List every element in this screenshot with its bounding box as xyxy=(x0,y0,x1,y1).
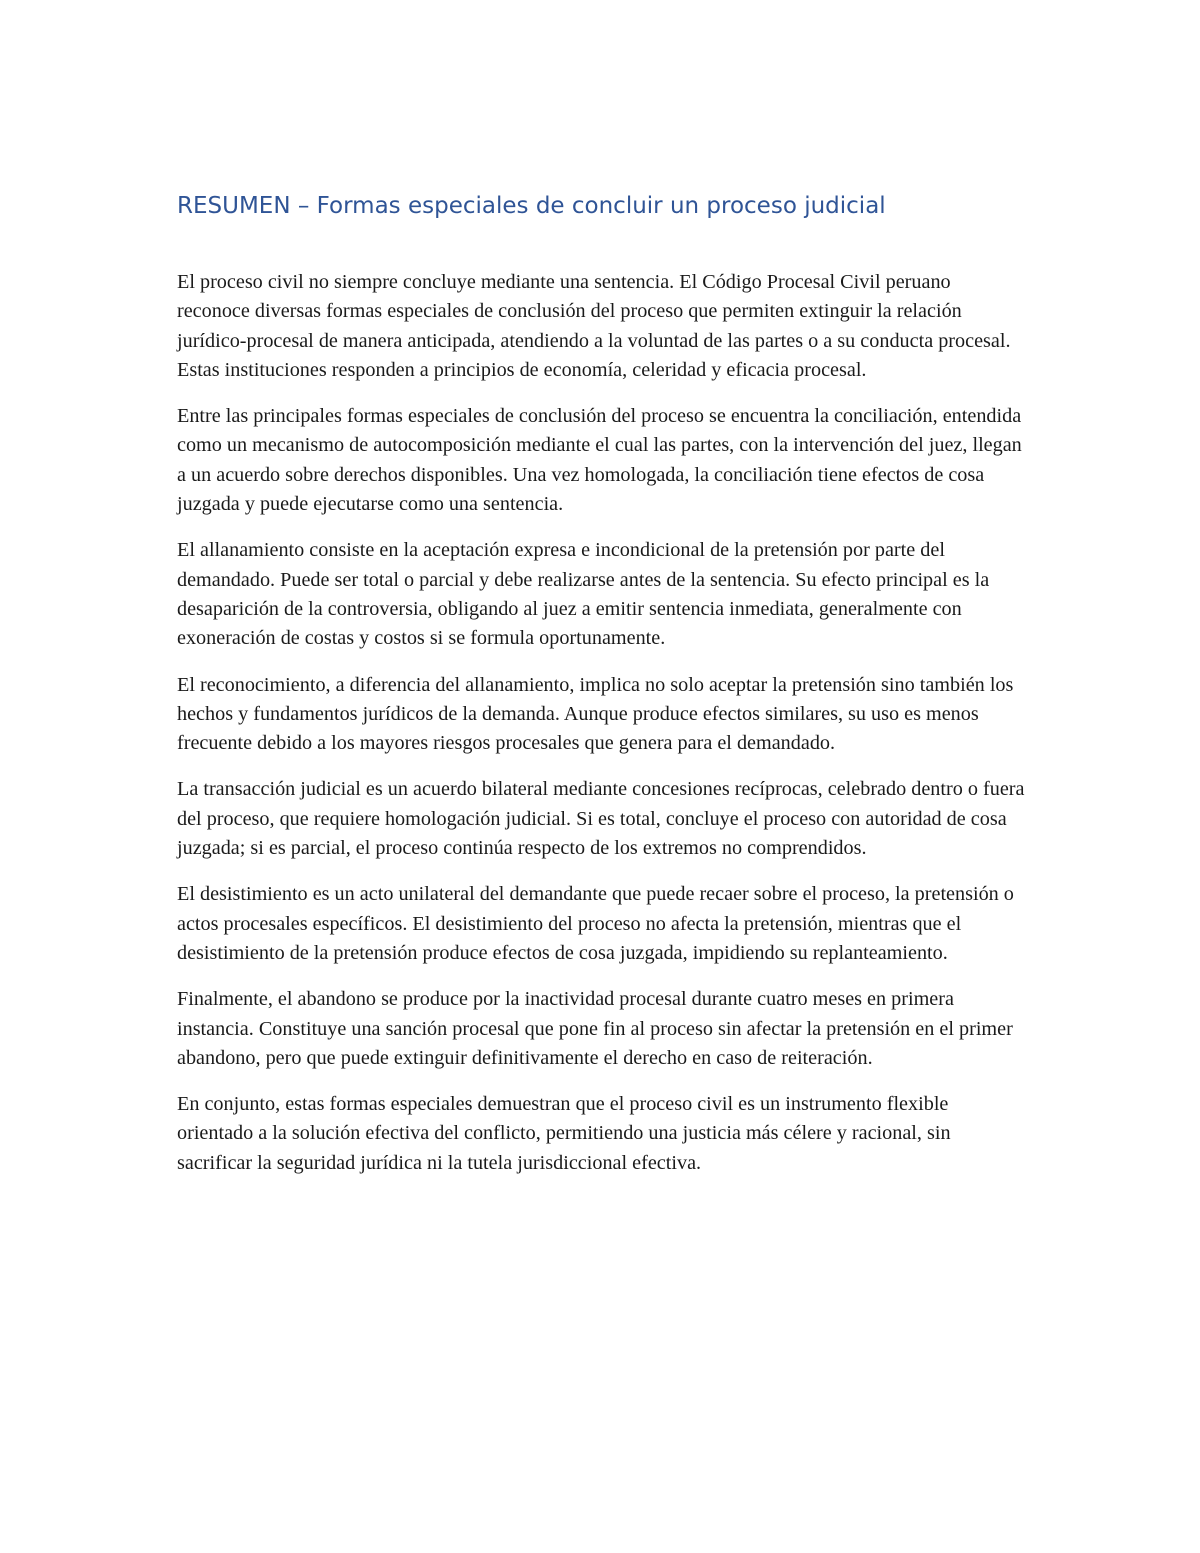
paragraph-intro: El proceso civil no siempre concluye mediante una sentencia. El Código Procesal Civil peruano reconoce diversas formas especiales de conclusión del proceso que permiten extinguir la relación jurídico-procesal de manera anticipada, atendiendo a la voluntad de las partes o a su conducta procesal. Estas instituciones responden a principios de economía, celeridad y eficacia procesal. xyxy=(177,271,1011,381)
paragraph-reconocimiento: El reconocimiento, a diferencia del allanamiento, implica no solo aceptar la pretensión sino también los hechos y fundamentos jurídicos de la demanda. Aunque produce efectos similares, su uso es menos frecuente debido a los mayores riesgos procesales que genera para el demandado. xyxy=(177,673,1014,755)
paragraph-abandono: Finalmente, el abandono se produce por la inactividad procesal durante cuatro meses en primera instancia. Constituye una sanción procesal que pone fin al proceso sin afectar la pretensión en el primer abandono, pero que puede extinguir definitivamente el derecho en caso de reiteración. xyxy=(177,988,1013,1069)
document-body xyxy=(177,188,1025,1195)
document-title: RESUMEN – Formas especiales de concluir un proceso judicial xyxy=(177,193,886,219)
paragraph-conclusion: En conjunto, estas formas especiales demuestran que el proceso civil es un instrumento flexible orientado a la solución efectiva del conflicto, permitiendo una justicia más célere y racional, sin sacrificar la seguridad jurídica ni la tutela jurisdiccional efectiva. xyxy=(177,1093,951,1174)
paragraph-transaccion: La transacción judicial es un acuerdo bilateral mediante concesiones recíprocas, celebrado dentro o fuera del proceso, que requiere homologación judicial. Si es total, concluye el proceso con autoridad de cosa juzgada; si es parcial, el proceso continúa respecto de los extremos no comprendidos. xyxy=(177,778,1025,860)
paragraph-conciliacion: Entre las principales formas especiales de conclusión del proceso se encuentra la conciliación, entendida como un mecanismo de autocomposición mediante el cual las partes, con la intervención del juez, llegan a un acuerdo sobre derechos disponibles. Una vez homologada, la conciliación tiene efectos de cosa juzgada y puede ejecutarse como una sentencia. xyxy=(177,405,1022,516)
paragraph-desistimiento: El desistimiento es un acto unilateral del demandante que puede recaer sobre el proceso, la pretensión o actos procesales específicos. El desistimiento del proceso no afecta la pretensión, mientras que el desistimiento de la pretensión produce efectos de cosa juzgada, impidiendo su replanteamiento. xyxy=(177,883,1014,964)
paragraph-allanamiento: El allanamiento consiste en la aceptación expresa e incondicional de la pretensión por parte del demandado. Puede ser total o parcial y debe realizarse antes de la sentencia. Su efecto principal es la desaparición de la controversia, obligando al juez a emitir sentencia inmediata, generalmente con exoneración de costas y costos si se formula oportunamente. xyxy=(177,539,990,650)
